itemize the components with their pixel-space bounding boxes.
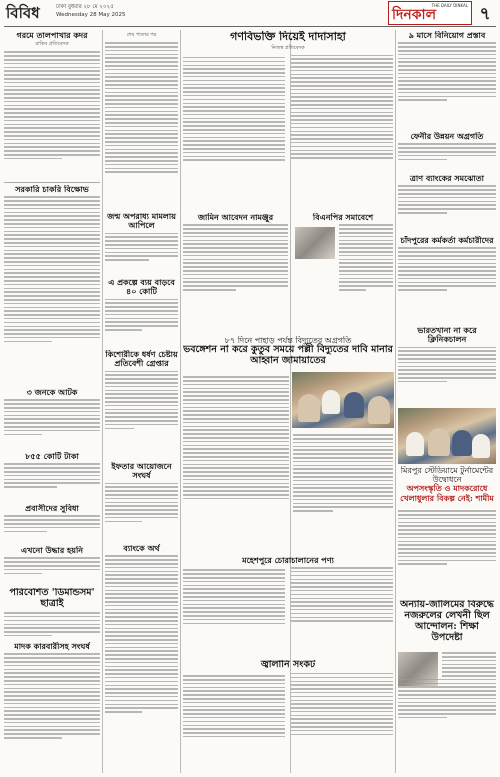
article-block[interactable] — [183, 374, 289, 554]
article-block[interactable] — [4, 588, 100, 640]
article-block[interactable] — [4, 31, 100, 181]
article-headline: এখনো উদ্ধার হয়নি — [20, 546, 84, 555]
article-body — [398, 510, 496, 565]
article-headline: ফেনীর উন্নয়ন অগ্রগতি — [410, 132, 484, 141]
article-photo — [398, 652, 438, 686]
article-body — [398, 42, 496, 100]
continued-label: শেষ পাতার পর — [126, 32, 157, 38]
article-body — [183, 55, 393, 162]
article-block[interactable] — [398, 650, 496, 772]
article-block[interactable] — [105, 350, 178, 460]
sports-kicker: মিরপুর স্টেডিয়ামে টুর্নামেন্টের উদ্বোধনে — [400, 466, 494, 485]
article-block[interactable] — [398, 326, 496, 406]
article-block[interactable] — [398, 600, 496, 648]
article-headline: মহেশপুরে চোরাচালানের পণ্য — [242, 556, 334, 565]
logo-tagline: THE DAILY DINKAL — [431, 3, 468, 8]
article-body — [398, 347, 496, 383]
article-headline: বিএনপির সমাবেশে — [312, 213, 374, 222]
article-headline: সরকারি চাকরি বিক্ষোভ — [15, 185, 89, 194]
article-block[interactable] — [4, 185, 100, 385]
article-body — [339, 224, 393, 290]
article-headline: ভারতখানা না করে ক্লিনিকচালন — [417, 326, 477, 345]
article-block[interactable] — [398, 132, 496, 172]
article-body — [4, 463, 100, 487]
article-headline: পরিবেশিত 'ডিমান্ডসম' ছাত্রাই — [9, 588, 95, 609]
article-body — [183, 224, 288, 290]
article-body — [105, 299, 178, 331]
article-block[interactable] — [105, 544, 178, 772]
issue-date — [56, 3, 125, 19]
date-bengali: ঢাকা বুধবার ২৮ মে ২০২৫ — [56, 4, 114, 10]
article-body — [4, 196, 100, 342]
article-headline: এ প্রকল্পে ব্যয় বাড়বে ৪০ কোটি — [108, 278, 175, 297]
lead-headline: ভবঙ্গেশন না করে কুতুব সময়ে পল্লী বিদ্যুতের দাবি মানার আহ্বান জামায়াতের — [183, 344, 393, 367]
article-block[interactable] — [105, 212, 178, 274]
article-body — [442, 652, 496, 676]
article-block[interactable] — [4, 642, 100, 772]
article-body — [4, 557, 100, 574]
article-headline: ৮৫৫ কোটি টাকা — [25, 452, 79, 461]
article-block[interactable] — [183, 31, 393, 211]
article-block[interactable] — [183, 213, 288, 333]
article-block[interactable] — [105, 462, 178, 542]
article-block[interactable] — [4, 504, 100, 544]
article-body — [4, 612, 100, 636]
article-block[interactable] — [398, 236, 496, 324]
article-block[interactable] — [398, 508, 496, 598]
article-block[interactable] — [183, 660, 393, 772]
masthead — [0, 0, 500, 28]
article-body — [4, 51, 100, 159]
article-block[interactable] — [398, 31, 496, 131]
article-block[interactable] — [4, 388, 100, 450]
article-body — [293, 434, 393, 511]
lead-kicker: ৮৭ দিনে পাহাড় পর্যন্ত বিদ্যুতের অগ্রগতি — [224, 336, 352, 345]
article-headline: মাদক কারবারীসহ সংঘর্ষ — [14, 642, 90, 651]
column-divider — [395, 30, 396, 773]
article-headline: চাঁদপুরের কর্মকর্তা কর্মচারীদের — [400, 236, 494, 245]
article-headline: গরমে তালপাখার কদর — [16, 31, 88, 40]
article-body — [4, 515, 100, 532]
column-divider — [102, 30, 103, 773]
article-body — [105, 371, 178, 429]
article-headline: ইফতার আয়োজনে সংঘর্ষ — [111, 462, 172, 481]
article-headline: অন্যায়-জালিমের বিরুদ্ধে নজরুলের লেখনী ছিল আন্দোলন: শিক্ষা উপদেষ্টা — [400, 600, 494, 643]
column-divider — [180, 30, 181, 773]
article-body — [183, 673, 393, 739]
article-body — [398, 247, 496, 290]
article-block[interactable] — [183, 556, 393, 656]
article-block[interactable] — [293, 213, 393, 333]
article-headline: ৯ মাসে বিনিয়োগ প্রস্তাব — [408, 31, 486, 40]
article-headline: জ্বালানি সংকট — [260, 660, 316, 670]
date-english: Wednesday 28 May 2025 — [56, 12, 126, 18]
sports-headline: অপসংস্কৃতি ও মাদকরোধে খেলাধুলার বিকল্প নেই: শামীম — [400, 483, 494, 503]
section-rule — [4, 182, 100, 183]
article-body — [398, 143, 496, 160]
article-block[interactable] — [4, 546, 100, 586]
article-body — [398, 185, 496, 213]
article-block[interactable] — [398, 174, 496, 234]
article-body — [4, 399, 100, 435]
logo-wordmark: দিনকাল — [392, 7, 437, 23]
byline: রাকিব প্রতিবেদক — [35, 41, 69, 48]
article-body — [105, 233, 178, 261]
article-block[interactable] — [293, 432, 393, 554]
article-headline: ব্যাংকে অর্থ — [123, 544, 160, 553]
article-body — [105, 42, 178, 173]
lead-photo — [292, 372, 394, 428]
article-headline: কিশোরীকে ধর্ষণ চেষ্টায় প্রতিবেশী গ্রেপ্তার — [105, 350, 178, 369]
sports-photo — [398, 408, 496, 464]
newspaper-logo[interactable] — [388, 1, 472, 25]
lead-story-head[interactable] — [183, 336, 393, 372]
header-rule — [4, 26, 496, 27]
article-headline: গণবিভক্তি দিয়েই দাদাসাহা — [230, 31, 346, 43]
article-block[interactable] — [105, 278, 178, 348]
section-title: বিবিধ — [6, 4, 40, 22]
article-headline: ৩ জনকে আটক — [26, 388, 78, 397]
article-headline: ত্রাণ ব্যাংকের সমঝোতা — [410, 174, 484, 183]
page-number: ৭ — [479, 4, 491, 24]
article-block[interactable] — [105, 31, 178, 211]
sports-story-head[interactable] — [398, 466, 496, 506]
article-body — [183, 376, 289, 499]
article-headline: জামিন আবেদন নামঞ্জুর — [197, 213, 274, 222]
article-body — [105, 483, 178, 522]
article-block[interactable] — [4, 452, 100, 502]
article-headline: জন্ম অপরাধ্য মামলায় আপিলে — [107, 212, 176, 231]
article-body — [4, 653, 100, 738]
article-headline: প্রবাসীদের সুবিধা — [25, 504, 79, 513]
article-body — [183, 567, 393, 625]
article-body — [105, 555, 178, 712]
byline: নিজস্ব প্রতিবেদক — [271, 44, 305, 51]
article-photo — [295, 227, 335, 259]
